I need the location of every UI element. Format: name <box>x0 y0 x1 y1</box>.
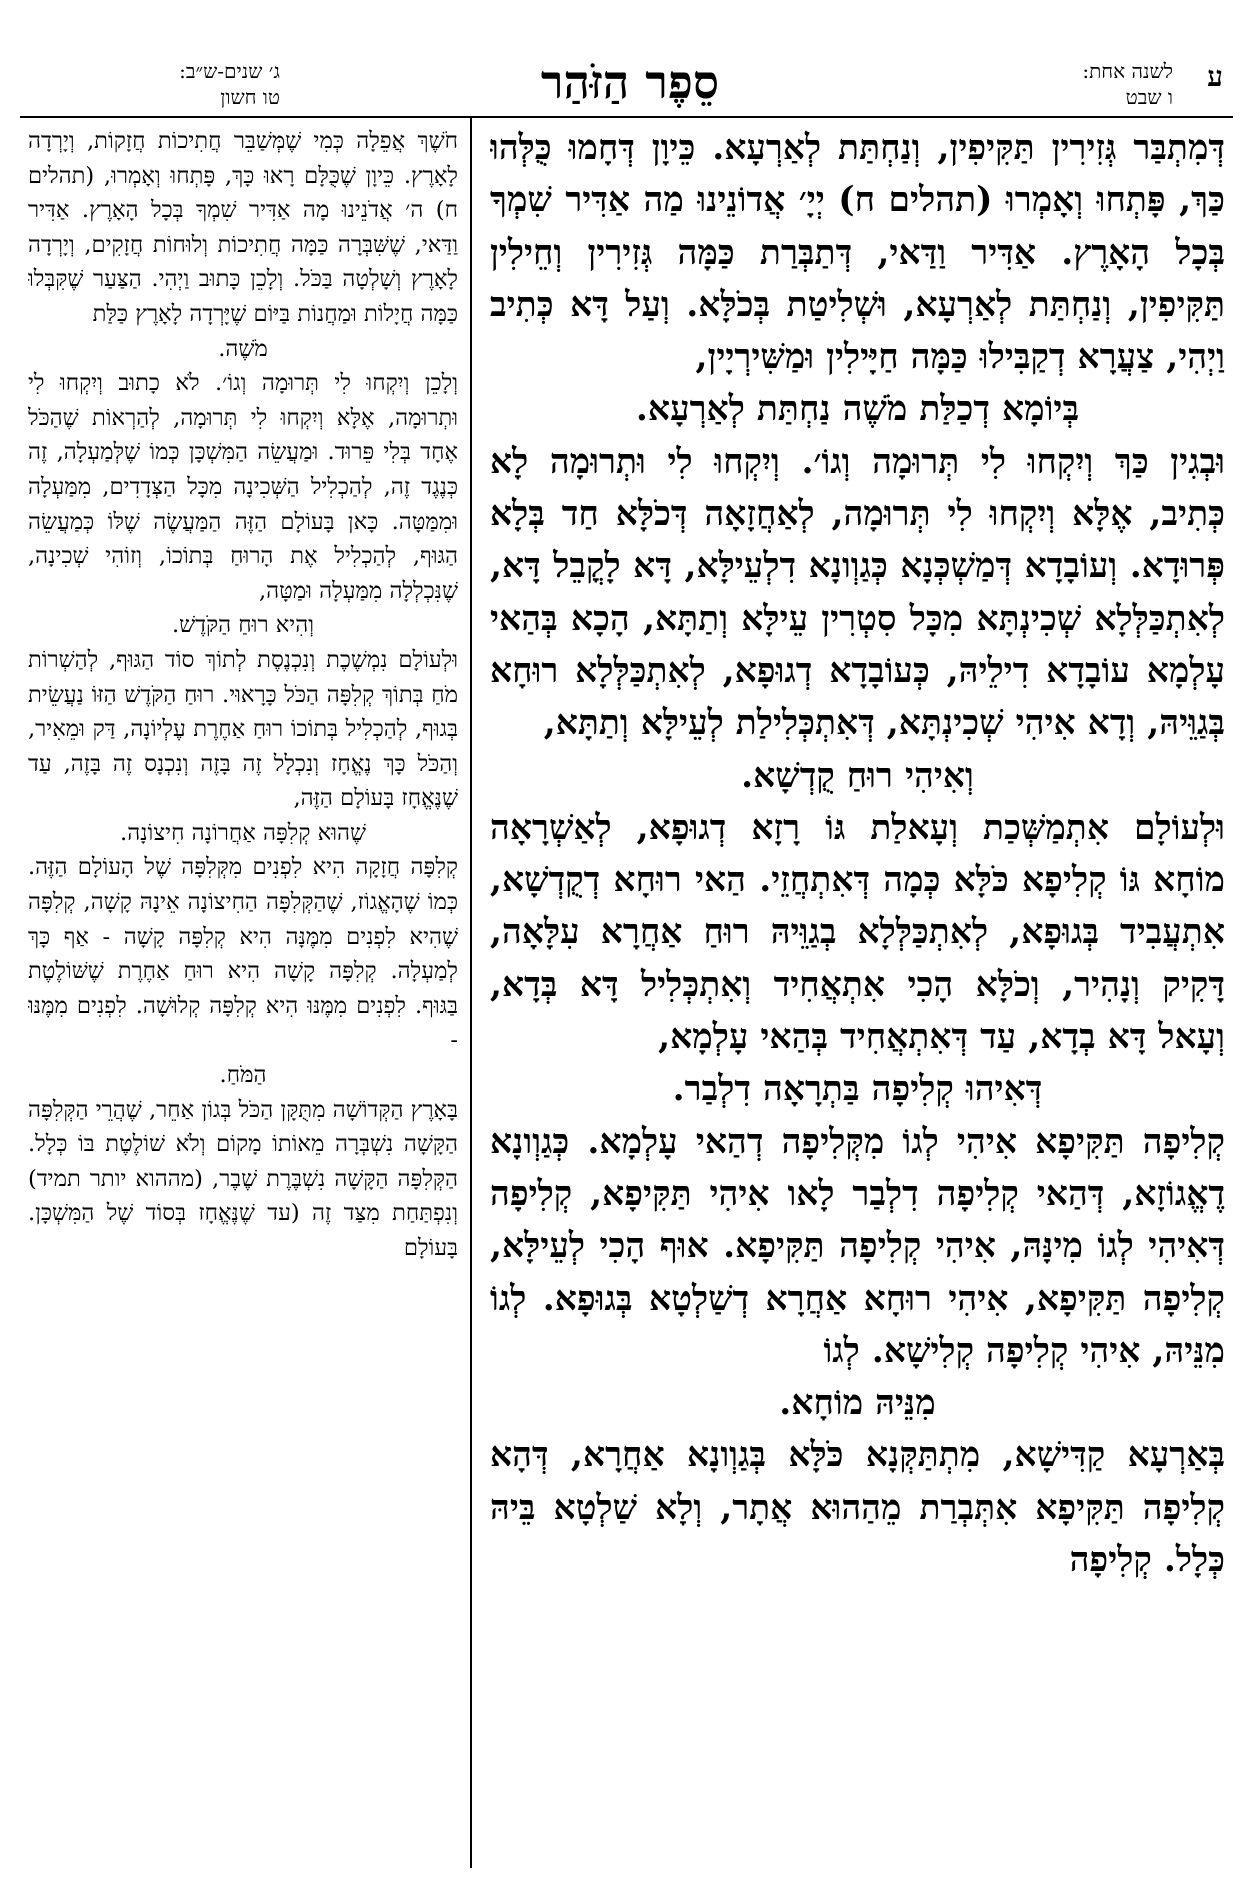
main-paragraph: דְּאִיהוּ קְלִיפָה בַּתְרָאָה דִלְבַר. <box>672 1069 1043 1110</box>
main-paragraph: בְּיוֹמָא דְכַלַּת מֹשֶׁה נַחְתַּת לְאַרְעָא. <box>635 389 1080 430</box>
side-paragraph: וּלְעוֹלָם נִמְשֶׁכֶת וְנִכְנֶסֶת לְתוֹךְ סוֹד הַגּוּף, לְהַשְׁרוֹת מֹחַ בְּתוֹךְ קְלִפָּה הַכֹּל כָּרָאוּי. רוּחַ הַקֹּדֶשׁ הַזּוֹ נַעֲשֵׂית בְּגוּף, לְהַכְלִיל בְּתוֹכוֹ רוּחַ אַחֶרֶת עֶלְיוֹנָה, דַּק וּמֵאִיר, וְהַכֹּל כָּךְ נֶאֱחָז וְנִכְלָל זֶה בָּזֶה וְנִכְנָס זֶה בָּזֶה, עַד שֶׁנֶּאֱחָז בָּעוֹלָם הַזֶּה, <box>28 646 458 812</box>
main-paragraph: בְּאַרְעָא קַדִּישָׁא, מִתְתַּקְּנָא כֹּלָּא בְּגַוְונָא אַחֲרָא, דְּהָא קְלִיפָה תַּקִּיפָא אִתְּבְרַת מֵהַהוּא אֲתָר, וְלָא שַׁלְטָא בֵּיהּ כְּלָל. קְלִיפָה <box>490 1435 1225 1581</box>
main-paragraph: וְאִיהִי רוּחַ קֻדְשָׁא. <box>741 755 974 796</box>
main-paragraph: דְּמִתְבַּר גְּזִירִין תַּקִּיפִין, וְנַחְתַּת לְאַרְעָא. כֵּיוָן דְּחָמוּ כֻּלְּהוּ כַּךְ, פָּתְחוּ וְאָמְרוּ (תהלים ח) יְיָ׳ אֲדוֹנֵינוּ מַה אַדִּיר שִׁמְךָ בְּכָל הָאָרֶץ. אַדִּיר וַדַּאי, דְּתַבְּרַת כַּמָּה גְּזִירִין וְחֵילִין תַּקִּיפִין, וְנַחְתַּת לְאַרְעָא, וּשְׁלִיטַת בְּכֹלָּא. וְעַל דָּא כְּתִיב וַיְהִי, צַעֲרָא דְקַבִּילוּ כַּמָּה חַיָּילִין וּמַשִּׁירְיָין, <box>490 128 1225 378</box>
header-left <box>20 58 280 110</box>
side-hebrew-translation-column <box>28 124 458 1874</box>
side-paragraph: וְהִיא רוּחַ הַקֹּדֶשׁ. <box>171 612 314 639</box>
book-title: סֵפֶר הַזֹּהַר <box>540 55 720 109</box>
main-paragraph: קְלִיפָה תַּקִּיפָא אִיהִי לְגוֹ מִקְּלִיפָה דְהַאי עָלְמָא. כְּגַוְונָא דֶאֱגוֹזָא, דְּהַאי קְלִיפָה דִלְבַר לָאו אִיהִי תַּקִּיפָא, קְלִיפָה דְּאִיהִי לְגוֹ מִינָּהּ, אִיהִי קְלִיפָה תַּקִּיפָא. אוּף הָכִי לְעֵילָּא, קְלִיפָה תַּקִּיפָא, אִיהִי רוּחָא אַחֲרָא דְשַׁלְטָא בְּגוּפָא. לְגוֹ מִנֵּיהּ, אִיהִי קְלִיפָה קְלִישָׁא. לְגוֹ <box>490 1121 1225 1371</box>
header-right <box>1082 58 1173 110</box>
column-separator <box>470 118 472 1868</box>
header-left-line2: טו חשון <box>220 85 280 109</box>
page-number: ע <box>1207 60 1223 93</box>
side-paragraph: הַמֹּחַ. <box>219 1062 267 1089</box>
main-paragraph: מִנֵּיהּ מוֹחָא. <box>779 1383 936 1424</box>
header-left-line1: ג׳ שנים-ש״ב: <box>179 59 280 83</box>
header-right-line1: לשנה אחת: <box>1082 59 1173 83</box>
side-paragraph: קְלִפָּה חֲזָקָה הִיא לִפְנִים מִקְּלִפָּה שֶׁל הָעוֹלָם הַזֶּה. כְּמוֹ שֶׁהָאֱגוֹז, שֶׁהַקְּלִפָּה הַחִיצוֹנָה אֵינָהּ קָשָׁה, קְלִפָּה שֶׁהִיא לִפְנִים מִמֶּנָּה הִיא קְלִפָּה קָשָׁה - אַף כָּךְ לְמַעְלָה. קְלִפָּה קָשָׁה הִיא רוּחַ אַחֶרֶת שֶׁשּׁוֹלֶטֶת בַּגּוּף. לִפְנִים מִמֶּנּוּ הִיא קְלִפָּה קְלוּשָׁה. לִפְנִים מִמֶּנּוּ - <box>28 854 458 1054</box>
main-paragraph: וּלְעוֹלָם אִתְמַשְּׁכַת וְעָאלַת גּוֹ רָזָא דְגוּפָא, לְאַשְׁרָאָה מוֹחָא גּוֹ קְלִיפָא כֹּלָּא כְּמָה דְּאִתְחֲזֵי. הַאי רוּחָא דְקֻדְשָׁא, אִתְעֲבִיד בְּגוּפָא, לְאִתְכַּלְּלָא בְגַוֵּיהּ רוּחַ אַחֲרָא עִלָּאָה, דָּקִיק וְנָהִיר, וְכֹלָּא הָכִי אִתְאֲחִיד וְאִתְכְּלִיל דָּא בְּדָא, וְעָאל דָּא בְדָא, עַד דְּאִתְאֲחִיד בְּהַאי עָלְמָא, <box>490 807 1225 1058</box>
main-paragraph: וּבְגִין כַּךְ וְיִקְחוּ לִי תְּרוּמָה וְגוֹ׳. וְיִקְחוּ לִי וּתְרוּמָה לָא כְּתִיב, אֶלָּא וְיִקְחוּ לִי תְּרוּמָה, לְאַחֲזָאָה דְּכֹלָּא חַד בְּלָא פְּרוּדָא. וְעוֹבָדָא דְּמַשְׁכְּנָא כְּגַוְונָא דִלְעֵילָּא, דָּא לָקֳבֵל דָּא, לְאִתְכַּלְּלָא שְׁכִינְתָּא מִכָּל סִטְרִין עֵילָּא וְתַתָּא, הָכָא בְּהַאי עָלְמָא עוֹבָדָא דִילֵיהּ, כְּעוֹבָדָא דְגוּפָא, לְאִתְכַּלְּלָא רוּחָא בְּגַוֵּיהּ, וְדָא אִיהִי שְׁכִינְתָּא, דְּאִתְכְּלִילַת לְעֵילָּא וְתַתָּא, <box>490 441 1225 744</box>
side-paragraph: מֹשֶׁה. <box>218 335 268 362</box>
main-aramaic-column <box>490 122 1225 1872</box>
side-paragraph: שֶׁהוּא קְלִפָּה אַחֲרוֹנָה חִיצוֹנָה. <box>120 819 366 846</box>
header-rule <box>20 116 1233 118</box>
side-paragraph: וְלָכֵן וְיִקְחוּ לִי תְּרוּמָה וְגוֹ׳. לֹא כָתוּב וְיִקְחוּ לִי וּתְרוּמָה, אֶלָּא וְיִקְחוּ לִי תְּרוּמָה, לְהַרְאוֹת שֶׁהַכֹּל אֶחָד בְּלִי פֵּרוּד. וּמַעֲשֵׂה הַמִּשְׁכָּן כְּמוֹ שֶׁלְּמַעְלָה, זֶה כְּנֶגֶד זֶה, לְהַכְלִיל הַשְּׁכִינָה מִכָּל הַצְּדָדִים, מִמַּעְלָה וּמִמַּטָּה. כָּאן בָּעוֹלָם הַזֶּה הַמַּעֲשֶׂה שֶׁלּוֹ כְּמַעֲשֵׂה הַגּוּף, לְהַכְלִיל אֶת הָרוּחַ בְּתוֹכוֹ, וְזוֹהִי שְׁכִינָה, שֶׁנִּכְלְלָה מִמַּעְלָה וּמַטָּה, <box>28 370 458 604</box>
side-paragraph: חֹשֶׁךְ אֲפֵלָה כְּמִי שֶׁמְּשַׁבֵּר חֲתִיכוֹת חֲזָקוֹת, וְיָרְדָה לָאָרֶץ. כֵּיוָן שֶׁכֻּלָּם רָאוּ כָּךְ, פָּתְחוּ וְאָמְרוּ, (תהלים ח) ה׳ אֲדֹנֵינוּ מָה אַדִּיר שִׁמְךָ בְּכָל הָאָרֶץ. אַדִּיר וַדַּאי, שֶׁשִּׁבְּרָה כַּמָּה חֲתִיכוֹת וְלוּחוֹת חֲזָקִים, וְיָרְדָה לָאָרֶץ וְשָׁלְטָה בַּכֹּל. וְלָכֵן כָּתוּב וַיְהִי. הַצַּעַר שֶׁקִּבְּלוּ כַּמָּה חֲיָלוֹת וּמַחֲנוֹת בַּיּוֹם שֶׁיָּרְדָה לָאָרֶץ כַּלַּת <box>28 128 458 327</box>
side-paragraph: בָּאָרֶץ הַקְּדוֹשָׁה מִתֻּקָּן הַכֹּל בְּגוֹן אַחֵר, שֶׁהֲרֵי הַקְּלִפָּה הַקָּשָׁה נִשְׁבְּרָה מֵאוֹתוֹ מָקוֹם וְלֹא שׁוֹלֶטֶת בּוֹ כְּלָל. הַקְּלִפָּה הַקָּשָׁה נִשְׁבֶּרֶת שֶׁבֶר, (מההוא יותר תמיד) וְנִפְתַּחַת מִצַּד זֶה (עד שֶׁנֶּאֱחָז בְּסוֹד שֶׁל הַמִּשְׁכָּן. בָּעוֹלָם <box>28 1096 458 1261</box>
header-right-line2: ו שבט <box>1125 85 1173 109</box>
